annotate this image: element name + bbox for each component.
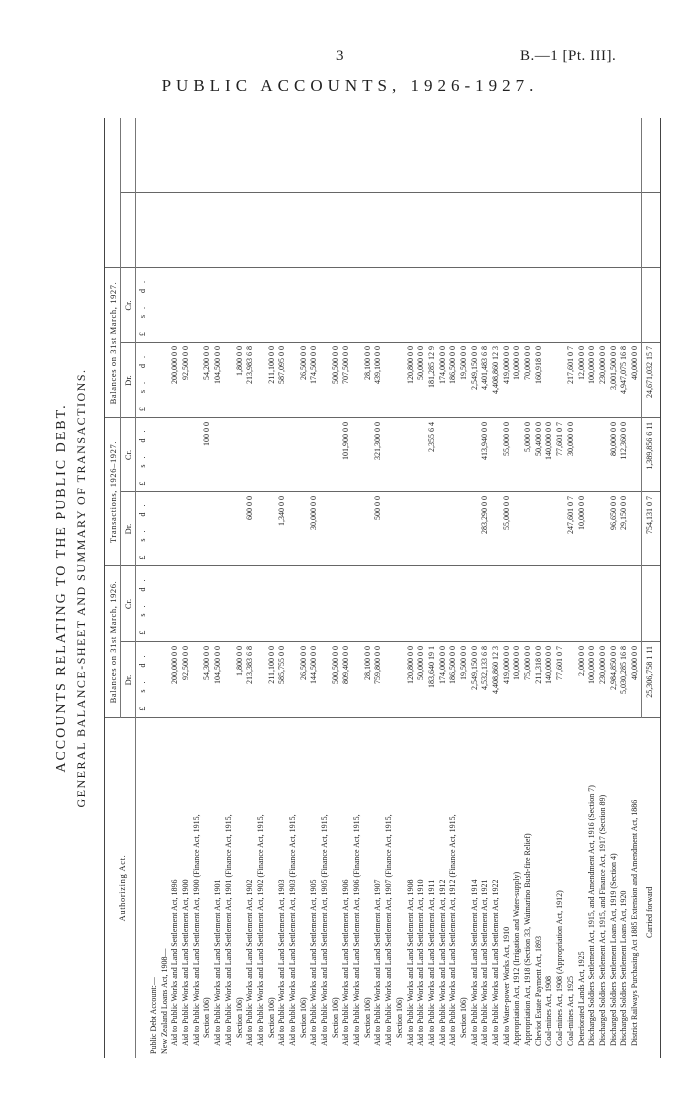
transaction-cr: 50,400 0 0: [533, 422, 543, 456]
table-row: [406, 118, 417, 1058]
row-label: Aid to Public Works and Land Settlement Act, 1906: [341, 879, 351, 1046]
table-row: [470, 118, 481, 1058]
balance-1926-dr: 28,100 0 0: [362, 646, 372, 680]
carried-forward-label: Carried forward: [645, 886, 654, 938]
balance-1926-dr: 104,500 0 0: [213, 646, 223, 684]
balance-1927-dr: 19,500 0 0: [458, 346, 468, 380]
page-number: 3: [336, 48, 344, 64]
table-row: [245, 118, 256, 1058]
transaction-cr: 101,900 0 0: [341, 422, 351, 460]
balance-1926-dr: 200,000 0 0: [170, 646, 180, 684]
document-reference: B.—1 [Pt. III].: [520, 48, 617, 64]
row-label: Aid to Public Works and Land Settlement Act, 1912 (Finance Act, 1915,: [448, 814, 458, 1046]
table-row: [523, 118, 534, 1058]
table-row: [427, 118, 438, 1058]
transaction-cr: 413,940 0 0: [480, 422, 490, 460]
header-rule: [120, 118, 121, 718]
balance-1926-dr: 759,800 0 0: [373, 646, 383, 684]
table-row: [480, 118, 491, 1058]
row-label: Aid to Public Works and Land Settlement Act, 1907: [373, 879, 383, 1046]
rotated-table: [52, 118, 662, 1058]
table-row: [619, 118, 630, 1058]
balance-1927-dr: 40,000 0 0: [629, 346, 639, 380]
row-label: Section 106): [394, 997, 404, 1038]
table-row: [502, 118, 513, 1058]
transaction-cr: 55,000 0 0: [501, 422, 511, 456]
row-label: Aid to Public Works and Land Settlement Act, 1907 (Finance Act, 1915,: [384, 814, 394, 1046]
currency-units: £ s. d.: [138, 349, 147, 412]
balance-1927-dr: 28,100 0 0: [362, 346, 372, 380]
row-label: Coal-mines Act, 1925: [565, 976, 575, 1046]
table-row: [416, 118, 427, 1058]
header-rule: [135, 118, 136, 1058]
row-label: Appropriation Act, 1912 (Irrigation and Water-supply): [512, 871, 522, 1046]
balance-1927-dr: 211,100 0 0: [266, 346, 276, 384]
balance-1927-dr: 174,500 0 0: [309, 346, 319, 384]
balance-1927-dr: 200,000 0 0: [170, 346, 180, 384]
carried-forward-row: [644, 118, 656, 1058]
total-rule: [641, 118, 642, 718]
table-row: [224, 118, 235, 1058]
row-label: Aid to Water-power Works Act, 1910: [501, 926, 511, 1046]
balance-1927-dr: 70,000 0 0: [523, 346, 533, 380]
transaction-dr: 96,650 0 0: [608, 496, 618, 530]
row-label: Appropriation Act, 1918 (Section 33, Waimarino Bush-fire Relief): [523, 833, 533, 1046]
row-label: New Zealand Loans Act, 1908—: [159, 948, 169, 1054]
balance-1927-dr: 174,000 0 0: [437, 346, 447, 384]
table-body: [149, 118, 641, 1058]
transaction-cr: 77,601 0 7: [555, 422, 565, 456]
row-label: District Railways Purchasing Act 1885 Extension and Amendment Act, 1886: [629, 799, 639, 1046]
balance-1926-dr: 585,755 0 0: [277, 646, 287, 684]
table-row: [235, 118, 246, 1058]
balance-1926-dr: 54,300 0 0: [202, 646, 212, 680]
balance-1927-dr: 100,000 0 0: [587, 346, 597, 384]
balance-1927-dr: 500,500 0 0: [330, 346, 340, 384]
carried-forward-close-dr: 24,671,032 15 7: [645, 346, 654, 398]
table-row: [438, 118, 449, 1058]
balance-1926-dr: 230,000 0 0: [597, 646, 607, 684]
table-row: [587, 118, 598, 1058]
table-row: [459, 118, 470, 1058]
row-label: Cheviot Estate Payment Act, 1893: [533, 936, 543, 1046]
table-row: [555, 118, 566, 1058]
table-row: [160, 118, 171, 1058]
transaction-cr: 100 0 0: [202, 422, 212, 446]
table-row: [181, 118, 192, 1058]
balance-1926-dr: 10,000 0 0: [512, 646, 522, 680]
header-cr: Cr.: [123, 598, 133, 610]
balance-1927-dr: 54,200 0 0: [202, 346, 212, 380]
balance-1927-dr: 4,947,075 16 8: [619, 346, 629, 394]
balance-1926-dr: 2,000 0 0: [576, 646, 586, 676]
table-row: [448, 118, 459, 1058]
balance-1927-dr: 3,001,500 0 0: [608, 346, 618, 390]
balance-1926-dr: 75,000 0 0: [523, 646, 533, 680]
balance-1927-dr: 104,500 0 0: [213, 346, 223, 384]
currency-units: £ s. d.: [138, 424, 147, 486]
table-row: [149, 118, 160, 1058]
table-row: [267, 118, 278, 1058]
row-label: Section 106): [234, 997, 244, 1038]
balance-1926-dr: 40,000 0 0: [629, 646, 639, 680]
currency-units: £ s. d.: [138, 274, 147, 337]
row-label: Aid to Public Works and Land Settlement Act, 1910: [416, 879, 426, 1046]
carried-forward-trans-cr: 1,389,856 6 11: [645, 422, 654, 470]
balance-1927-dr: 2,549,150 0 0: [469, 346, 479, 390]
row-label: Section 106): [362, 997, 372, 1038]
row-label: Aid to Public Works and Land Settlement Act, 1896: [170, 879, 180, 1046]
table-row: [299, 118, 310, 1058]
header-cr: Cr.: [123, 300, 133, 311]
row-label: Aid to Public Works and Land Settlement Act, 1914: [469, 879, 479, 1046]
table-row: [395, 118, 406, 1058]
currency-units: £ s. d.: [138, 649, 147, 711]
balance-1926-dr: 100,000 0 0: [587, 646, 597, 684]
balance-1927-dr: 587,095 0 0: [277, 346, 287, 384]
balance-1927-dr: 213,983 6 8: [245, 346, 255, 384]
transaction-cr: 5,000 0 0: [523, 422, 533, 452]
balance-1926-dr: 183,640 19 1: [426, 646, 436, 688]
balance-1926-dr: 1,800 0 0: [234, 646, 244, 676]
balance-1926-dr: 92,500 0 0: [181, 646, 191, 680]
table-row: [630, 118, 641, 1058]
row-label: Aid to Public Works and Land Settlement Act, 1905: [309, 879, 319, 1046]
row-label: Discharged Soldiers Settlement Loans Act, 1920: [619, 890, 629, 1046]
table-row: [309, 118, 320, 1058]
header-balances-1927: Balances on 31st March, 1927.: [108, 281, 118, 405]
row-label: Aid to Public Works and Land Settlement Act, 1908: [405, 879, 415, 1046]
page-title: PUBLIC ACCOUNTS, 1926-1927.: [161, 76, 539, 95]
row-label: Section 106): [330, 997, 340, 1038]
currency-units: £ s. d.: [138, 573, 147, 635]
table-row: [363, 118, 374, 1058]
header-transactions: Transactions, 1926–1927.: [108, 440, 118, 544]
balance-1926-dr: 174,000 0 0: [437, 646, 447, 684]
row-label: Aid to Public Works and Land Settlement Act, 1900: [181, 879, 191, 1046]
balance-1926-dr: 144,500 0 0: [309, 646, 319, 684]
balance-1927-dr: 10,000 0 0: [512, 346, 522, 380]
table-row: [577, 118, 588, 1058]
transaction-dr: 500 0 0: [373, 496, 383, 520]
row-label: Section 106): [202, 997, 212, 1038]
transaction-cr: 140,000 0 0: [544, 422, 554, 460]
balance-1927-dr: 120,800 0 0: [405, 346, 415, 384]
balance-1927-dr: 50,000 0 0: [416, 346, 426, 380]
transaction-dr: 29,150 0 0: [619, 496, 629, 530]
table-frame: [104, 118, 661, 1058]
balance-1927-dr: 439,100 0 0: [373, 346, 383, 384]
transaction-cr: 30,000 0 0: [565, 422, 575, 456]
row-label: Aid to Public Works and Land Settlement Act, 1921: [480, 879, 490, 1046]
balance-1926-dr: 186,500 0 0: [448, 646, 458, 684]
balance-1927-dr: 1,800 0 0: [234, 346, 244, 376]
balance-1926-dr: 2,984,850 0 0: [608, 646, 618, 690]
transaction-cr: 2,355 6 4: [426, 422, 436, 452]
balance-1927-dr: 181,285 12 9: [426, 346, 436, 388]
balance-1926-dr: 19,500 0 0: [458, 646, 468, 680]
row-label: Section 106): [266, 997, 276, 1038]
balance-1926-dr: 4,532,133 6 8: [480, 646, 490, 690]
row-label: Coal-mines Act, 1908 (Appropriation Act, 1912): [555, 890, 565, 1046]
row-label: Aid to Public Works and Land Settlement Act, 1902: [245, 879, 255, 1046]
table-row: [373, 118, 384, 1058]
balance-1926-dr: 419,000 0 0: [501, 646, 511, 684]
transaction-dr: 55,000 0 0: [501, 496, 511, 530]
row-label: Aid to Public Works and Land Settlement Act, 1911: [426, 879, 436, 1046]
transaction-cr: 321,300 0 0: [373, 422, 383, 460]
balance-1926-dr: 500,500 0 0: [330, 646, 340, 684]
table-row: [277, 118, 288, 1058]
transaction-dr: 247,601 0 7: [565, 496, 575, 534]
table-row: [213, 118, 224, 1058]
table-row: [491, 118, 502, 1058]
balance-1927-dr: 707,500 0 0: [341, 346, 351, 384]
balance-1927-dr: 26,500 0 0: [298, 346, 308, 380]
row-label: Aid to Public Works and Land Settlement Act, 1903: [277, 879, 287, 1046]
balance-1926-dr: 120,800 0 0: [405, 646, 415, 684]
header-dr: Dr.: [123, 375, 133, 386]
row-label: Aid to Public Works and Land Settlement Act, 1900 (Finance Act, 1915,: [191, 814, 201, 1046]
row-label: Section 106): [298, 997, 308, 1038]
table-row: [170, 118, 181, 1058]
table-row: [352, 118, 363, 1058]
row-label: Coal-mines Act, 1908: [544, 976, 554, 1046]
currency-units: £ s. d.: [138, 498, 147, 560]
table-row: [341, 118, 352, 1058]
transaction-dr: 283,290 0 0: [480, 496, 490, 534]
row-label: Public Debt Account:—: [149, 977, 158, 1054]
balance-1927-dr: 217,601 0 7: [565, 346, 575, 384]
header-dr: Dr.: [123, 523, 133, 535]
balance-1927-dr: 419,000 0 0: [501, 346, 511, 384]
table-row: [384, 118, 395, 1058]
row-label: Aid to Public Works and Land Settlement Act, 1902 (Finance Act, 1915,: [255, 814, 265, 1046]
balance-1926-dr: 211,318 0 0: [533, 646, 543, 684]
row-label: Aid to Public Works and Land Settlement Act, 1901: [213, 879, 223, 1046]
balance-1926-dr: 4,408,860 12 3: [491, 646, 500, 694]
table-row: [320, 118, 331, 1058]
table-title: ACCOUNTS RELATING TO THE PUBLIC DEBT.: [54, 403, 69, 773]
header-balances-1926: Balances on 31st March, 1926.: [108, 580, 118, 704]
table-row: [544, 118, 555, 1058]
balance-1926-dr: 50,000 0 0: [416, 646, 426, 680]
row-label: Aid to Public Works and Land Settlement Act, 1922: [491, 879, 500, 1046]
table-row: [598, 118, 609, 1058]
row-label: Discharged Soldiers Settlement Loans Act, 1919 (Section 4): [608, 853, 618, 1046]
carried-forward-trans-dr: 754,131 0 7: [645, 496, 654, 534]
transaction-cr: 80,000 0 0: [608, 422, 618, 456]
balance-1926-dr: 5,030,285 16 8: [619, 646, 629, 694]
balance-1927-dr: 12,000 0 0: [576, 346, 586, 380]
carried-forward-open-dr: 25,306,758 1 11: [645, 646, 654, 698]
balance-1927-dr: 4,408,860 12 3: [491, 346, 500, 394]
table-row: [609, 118, 620, 1058]
row-label: Section 106): [458, 997, 468, 1038]
balance-1926-dr: 213,383 6 8: [245, 646, 255, 684]
table-row: [534, 118, 545, 1058]
row-label: Aid to Public Works and Land Settlement Act, 1906 (Finance Act, 1915,: [352, 814, 362, 1046]
transaction-dr: 1,340 0 0: [277, 496, 287, 526]
table-row: [288, 118, 299, 1058]
balance-1927-dr: 230,000 0 0: [597, 346, 607, 384]
table-row: [512, 118, 523, 1058]
header-authorizing-act: Authorizing Act.: [117, 854, 127, 922]
balance-1926-dr: 2,549,150 0 0: [469, 646, 479, 690]
balance-1927-dr: 4,401,483 6 8: [480, 346, 490, 390]
table-row: [331, 118, 342, 1058]
balance-1926-dr: 26,500 0 0: [298, 646, 308, 680]
table-row: [202, 118, 213, 1058]
table-subtitle: GENERAL BALANCE-SHEET AND SUMMARY OF TRANSACTIONS.: [74, 368, 88, 808]
row-label: Aid to Public Works and Land Settlement Act, 1903 (Finance Act, 1915,: [287, 814, 297, 1046]
header-cr: Cr.: [123, 449, 133, 461]
row-label: Aid to Public Works and Land Settlement Act, 1905 (Finance Act, 1915,: [320, 814, 329, 1046]
table-row: [256, 118, 267, 1058]
row-label: Aid to Public Works and Land Settlement Act, 1912: [437, 879, 447, 1046]
transaction-dr: 10,000 0 0: [576, 496, 586, 530]
row-label: Discharged Soldiers Settlement Act, 1915, and Amendment Act, 1916 (Section 7): [587, 785, 597, 1046]
row-label: Deteriorated Lands Act, 1925: [576, 951, 586, 1046]
table-row: [192, 118, 203, 1058]
transaction-dr: 600 0 0: [245, 496, 255, 520]
balance-1926-dr: 140,000 0 0: [544, 646, 554, 684]
balance-1927-dr: 160,918 0 0: [533, 346, 543, 384]
transaction-dr: 30,000 0 0: [309, 496, 319, 530]
row-label: Discharged Soldiers Settlement Act, 1915, and Finance Act, 1917 (Section 89): [597, 794, 607, 1046]
table-row: [566, 118, 577, 1058]
transaction-cr: 112,360 0 0: [619, 422, 629, 460]
balance-1926-dr: 77,601 0 7: [555, 646, 565, 680]
row-label: Aid to Public Works and Land Settlement Act, 1901 (Finance Act, 1915,: [223, 814, 233, 1046]
header-dr: Dr.: [123, 674, 133, 686]
balance-1927-dr: 186,500 0 0: [448, 346, 458, 384]
balance-1927-dr: 92,500 0 0: [181, 346, 191, 380]
balance-1926-dr: 809,400 0 0: [341, 646, 351, 684]
balance-1926-dr: 211,100 0 0: [266, 646, 276, 684]
